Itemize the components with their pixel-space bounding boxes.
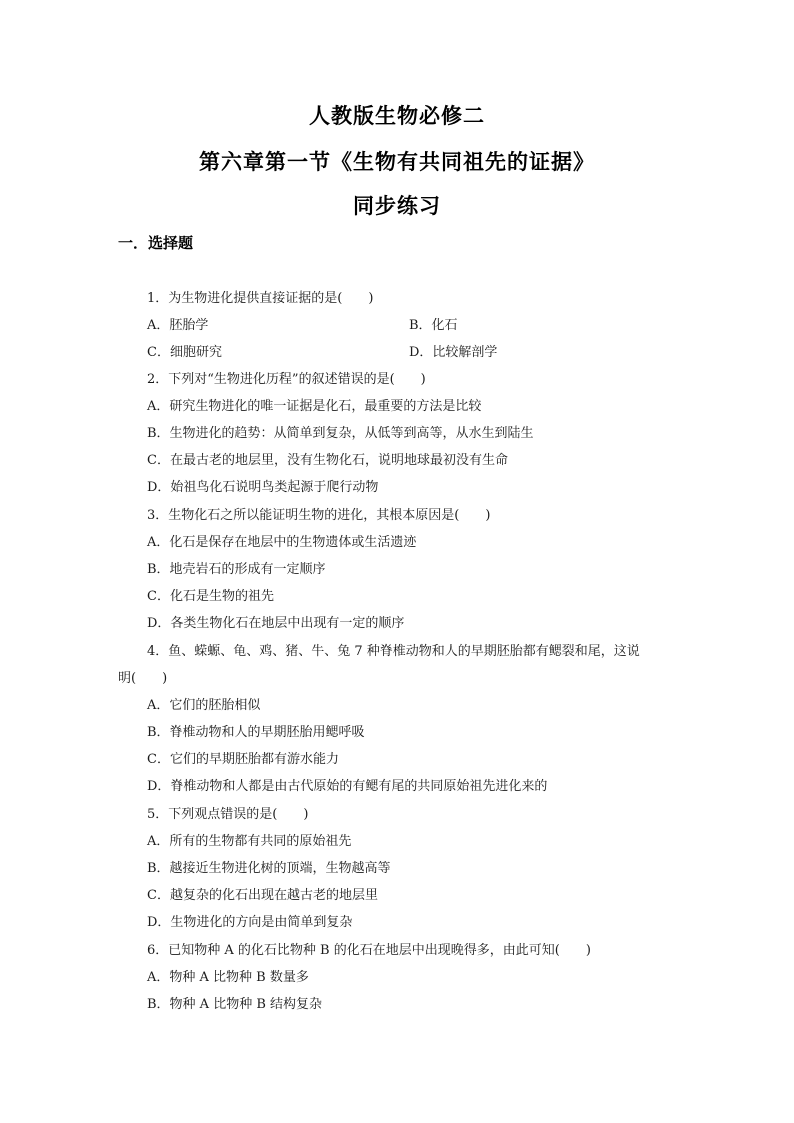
- question-stem: 5．下列观点错误的是( ): [147, 807, 309, 822]
- question-option: B．地壳岩石的形成有一定顺序: [147, 562, 326, 577]
- question-option: A．化石是保存在地层中的生物遗体或生活遗迹: [147, 535, 417, 550]
- section-heading: 一．选择题: [118, 234, 194, 252]
- document-subtitle-practice: 同步练习: [353, 194, 441, 218]
- question-option: C．在最古老的地层里，没有生物化石，说明地球最初没有生命: [147, 453, 508, 468]
- question-option: A．所有的生物都有共同的原始祖先: [147, 834, 352, 849]
- question-option: B．脊椎动物和人的早期胚胎用鳃呼吸: [147, 725, 365, 740]
- question-option: B．物种 A 比物种 B 结构复杂: [147, 997, 323, 1012]
- question-stem: 3．生物化石之所以能证明生物的进化，其根本原因是( ): [147, 508, 491, 523]
- question-option: C．越复杂的化石出现在越古老的地层里: [147, 888, 378, 903]
- question-option: D．各类生物化石在地层中出现有一定的顺序: [147, 616, 405, 631]
- question-stem: 2．下列对“生物进化历程”的叙述错误的是( ): [147, 372, 426, 387]
- document-title: 人教版生物必修二: [309, 104, 485, 128]
- question-option: B．化石: [409, 318, 458, 333]
- question-option: A．物种 A 比物种 B 数量多: [147, 970, 309, 985]
- document-subtitle: 第六章第一节《生物有共同祖先的证据》: [199, 150, 595, 174]
- question-option: D．比较解剖学: [409, 345, 498, 360]
- question-option: A．研究生物进化的唯一证据是化石，最重要的方法是比较: [147, 399, 482, 414]
- question-option: C．细胞研究: [147, 345, 222, 360]
- question-stem-continuation: 明( ): [118, 671, 168, 686]
- question-option: B．生物进化的趋势：从简单到复杂，从低等到高等，从水生到陆生: [147, 426, 534, 441]
- question-option: D．脊椎动物和人都是由古代原始的有鳃有尾的共同原始祖先进化来的: [147, 779, 548, 794]
- question-option: A．胚胎学: [147, 318, 209, 333]
- question-stem: 4．鱼、蝾螈、龟、鸡、猪、牛、兔 7 种脊椎动物和人的早期胚胎都有鳃裂和尾，这说: [147, 644, 640, 659]
- question-option: C．化石是生物的祖先: [147, 589, 274, 604]
- question-stem: 1．为生物进化提供直接证据的是( ): [147, 291, 374, 306]
- question-option: D．始祖鸟化石说明鸟类起源于爬行动物: [147, 480, 379, 495]
- question-option: D．生物进化的方向是由简单到复杂: [147, 915, 353, 930]
- question-stem: 6．已知物种 A 的化石比物种 B 的化石在地层中出现晚得多，由此可知( ): [147, 943, 591, 958]
- question-option: B．越接近生物进化树的顶端，生物越高等: [147, 861, 391, 876]
- question-option: A．它们的胚胎相似: [147, 698, 261, 713]
- question-option: C．它们的早期胚胎都有游水能力: [147, 752, 339, 767]
